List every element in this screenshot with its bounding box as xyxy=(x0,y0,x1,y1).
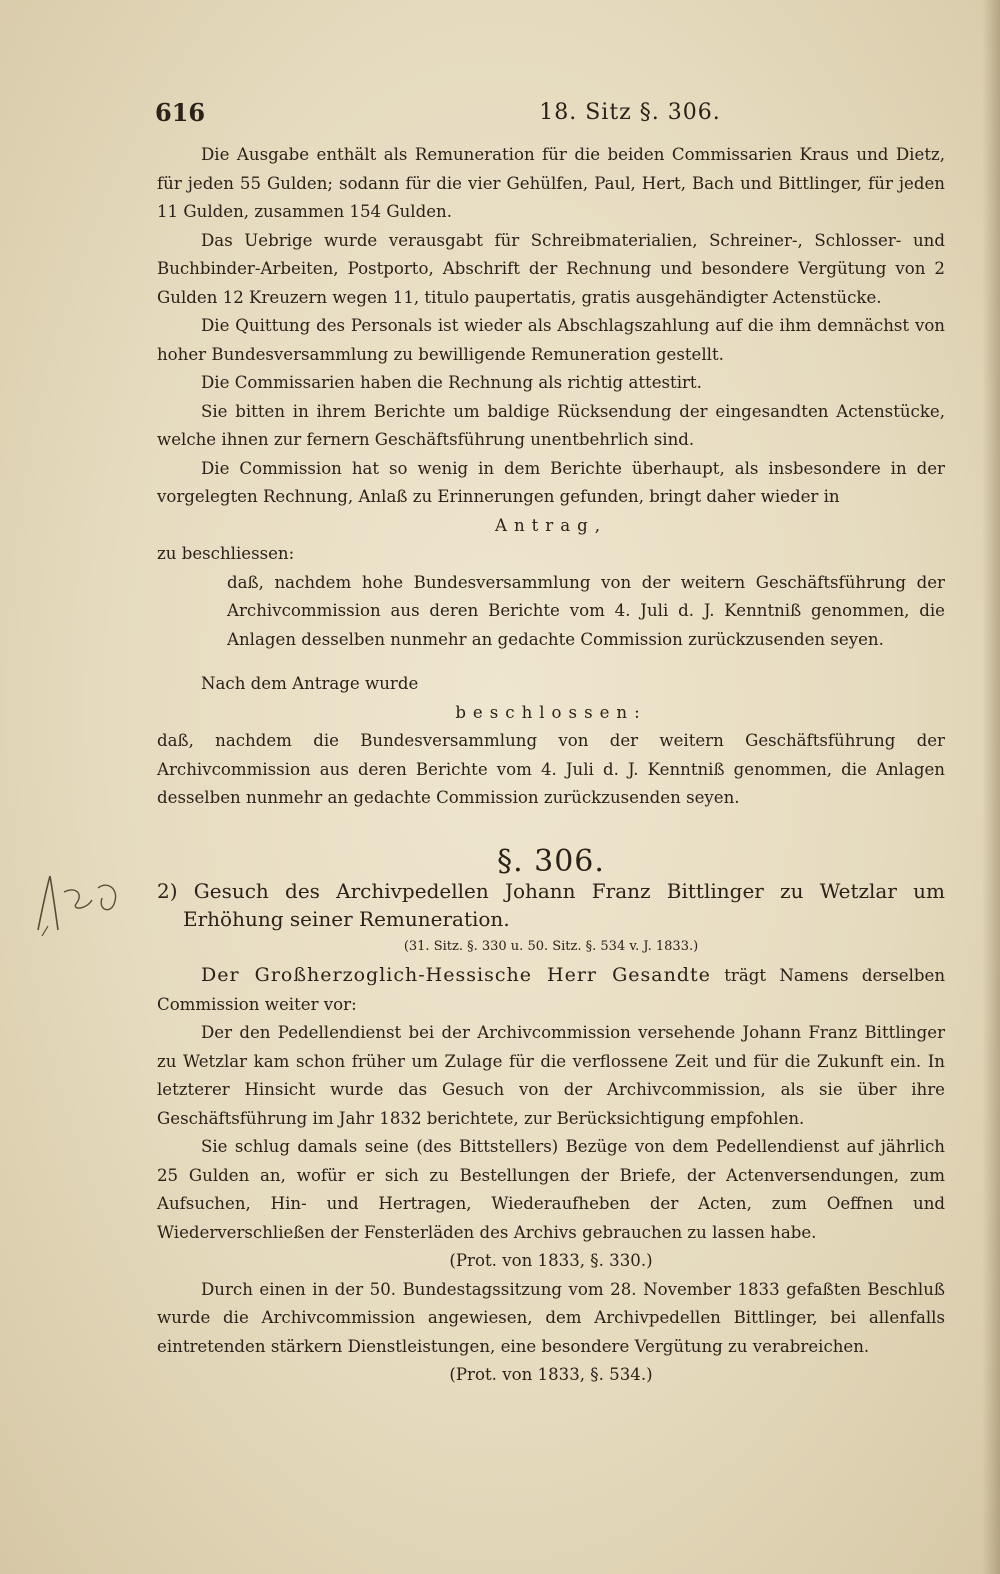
section-306 xyxy=(157,844,945,1390)
paragraph-receipt: Die Quittung des Personals ist wieder als Abschlagszahlung auf die ihm demnächst von hoher Bundesversammlung zu bewilligende Remuneration gestellt. xyxy=(157,316,945,364)
paragraph-remaining-expenses: Das Uebrige wurde verausgabt für Schreibmaterialien, Schreiner-, Schlosser- und Buchbinder-Arbeiten, Postporto, Abschrift der Rechnung und besondere Vergütung von 2 Gulden 12 Kreuzern wegen 11, titulo paupertatis, gratis ausgehändigter Actenstücke. xyxy=(157,230,945,307)
page-header xyxy=(155,98,945,132)
paragraph-return-request: Sie bitten in ihrem Berichte um baldige Rücksendung der eingesandten Actenstücke, welche ihnen zur fernern Geschäftsführung unentbehrlich sind. xyxy=(157,401,945,449)
paragraph-resolution-1833: Durch einen in der 50. Bundestagssitzung vom 28. November 1833 gefaßten Beschluß wurde die Archivcommission angewiesen, dem Archivpedellen Bittlinger, bei allenfalls eintretenden stärkern Dienstleistungen, eine besondere Vergütung zu verabreichen. xyxy=(157,1279,945,1356)
paragraph-attestation: Die Commissarien haben die Rechnung als richtig attestirt. xyxy=(201,373,702,392)
body-text-upper xyxy=(157,141,945,813)
protocol-reference-2: (Prot. von 1833, §. 534.) xyxy=(449,1365,653,1384)
section-number: §. 306. xyxy=(497,844,605,879)
paragraph-petition: Der den Pedellendienst bei der Archivcommission versehende Johann Franz Bittlinger zu Wetzlar kam schon früher um Zulage für die verflossene Zeit und für die Zukunft ein. In letzterer Hinsicht wurde das Gesuch von der Archivcommission, als sie über ihre Geschäftsführung im Jahr 1832 berichtete, zur Berücksichtigung empfohlen. xyxy=(157,1023,945,1128)
paragraph-expenses: Die Ausgabe enthält als Remuneration für die beiden Commissarien Kraus und Dietz, für jeden 55 Gulden; sodann für die vier Gehülfen, Paul, Hert, Bach und Bittlinger, für jeden 11 Gulden, zusammen 154 Gulden. xyxy=(157,145,945,221)
lead-rest: trägt Namens derselben Commission weiter vor: xyxy=(157,966,945,1014)
after-motion: Nach dem Antrage wurde xyxy=(201,674,419,693)
spacer xyxy=(157,654,945,670)
antrag-heading: Antrag, xyxy=(494,515,608,535)
section-reference: (31. Sitz. §. 330 u. 50. Sitz. §. 534 v. J. 1833.) xyxy=(403,938,699,954)
running-head: 18. Sitz §. 306. xyxy=(539,100,721,125)
motion-text: daß, nachdem hohe Bundesversammlung von der weitern Geschäftsführung der Archivcommission aus deren Berichte vom 4. Juli d. J. Kenntniß genommen, die Anlagen desselben nunmehr an gedachte Commission zurückzusenden seyen. xyxy=(227,572,945,649)
lead-speaker: Der Großherzoglich-Hessische Herr Gesandte xyxy=(201,964,711,986)
zu-beschliessen: zu beschliessen: xyxy=(157,544,295,563)
paragraph-commission: Die Commission hat so wenig in dem Berichte überhaupt, als insbesondere in der vorgelegten Rechnung, Anlaß zu Erinnerungen gefunden, bringt daher wieder in xyxy=(157,458,945,506)
paragraph-proposal: Sie schlug damals seine (des Bittstellers) Bezüge von dem Pedellendienst auf jährlich 25 Gulden an, wofür er sich zu Bestellungen der Briefe, der Actenversendungen, zum Aufsuchen, Hin- und Hertragen, Wiederaufheben der Acten, zum Oeffnen und Wiederverschließen der Fensterläden des Archivs gebrauchen zu lassen habe. xyxy=(157,1137,945,1242)
beschlossen-heading: beschlossen: xyxy=(455,702,647,722)
section-title: 2) Gesuch des Archivpedellen Johann Franz Bittlinger zu Wetzlar um Erhöhung seiner Remuneration. xyxy=(157,878,945,931)
page-number: 616 xyxy=(155,98,206,127)
resolution-text: daß, nachdem die Bundesversammlung von der weitern Geschäftsführung der Archivcommission aus deren Berichte vom 4. Juli d. J. Kenntniß genommen, die Anlagen desselben nunmehr an gedachte Commission zurückzusenden seyen. xyxy=(157,731,945,807)
handwritten-margin-note xyxy=(28,870,138,940)
protocol-reference-1: (Prot. von 1833, §. 330.) xyxy=(449,1251,653,1270)
